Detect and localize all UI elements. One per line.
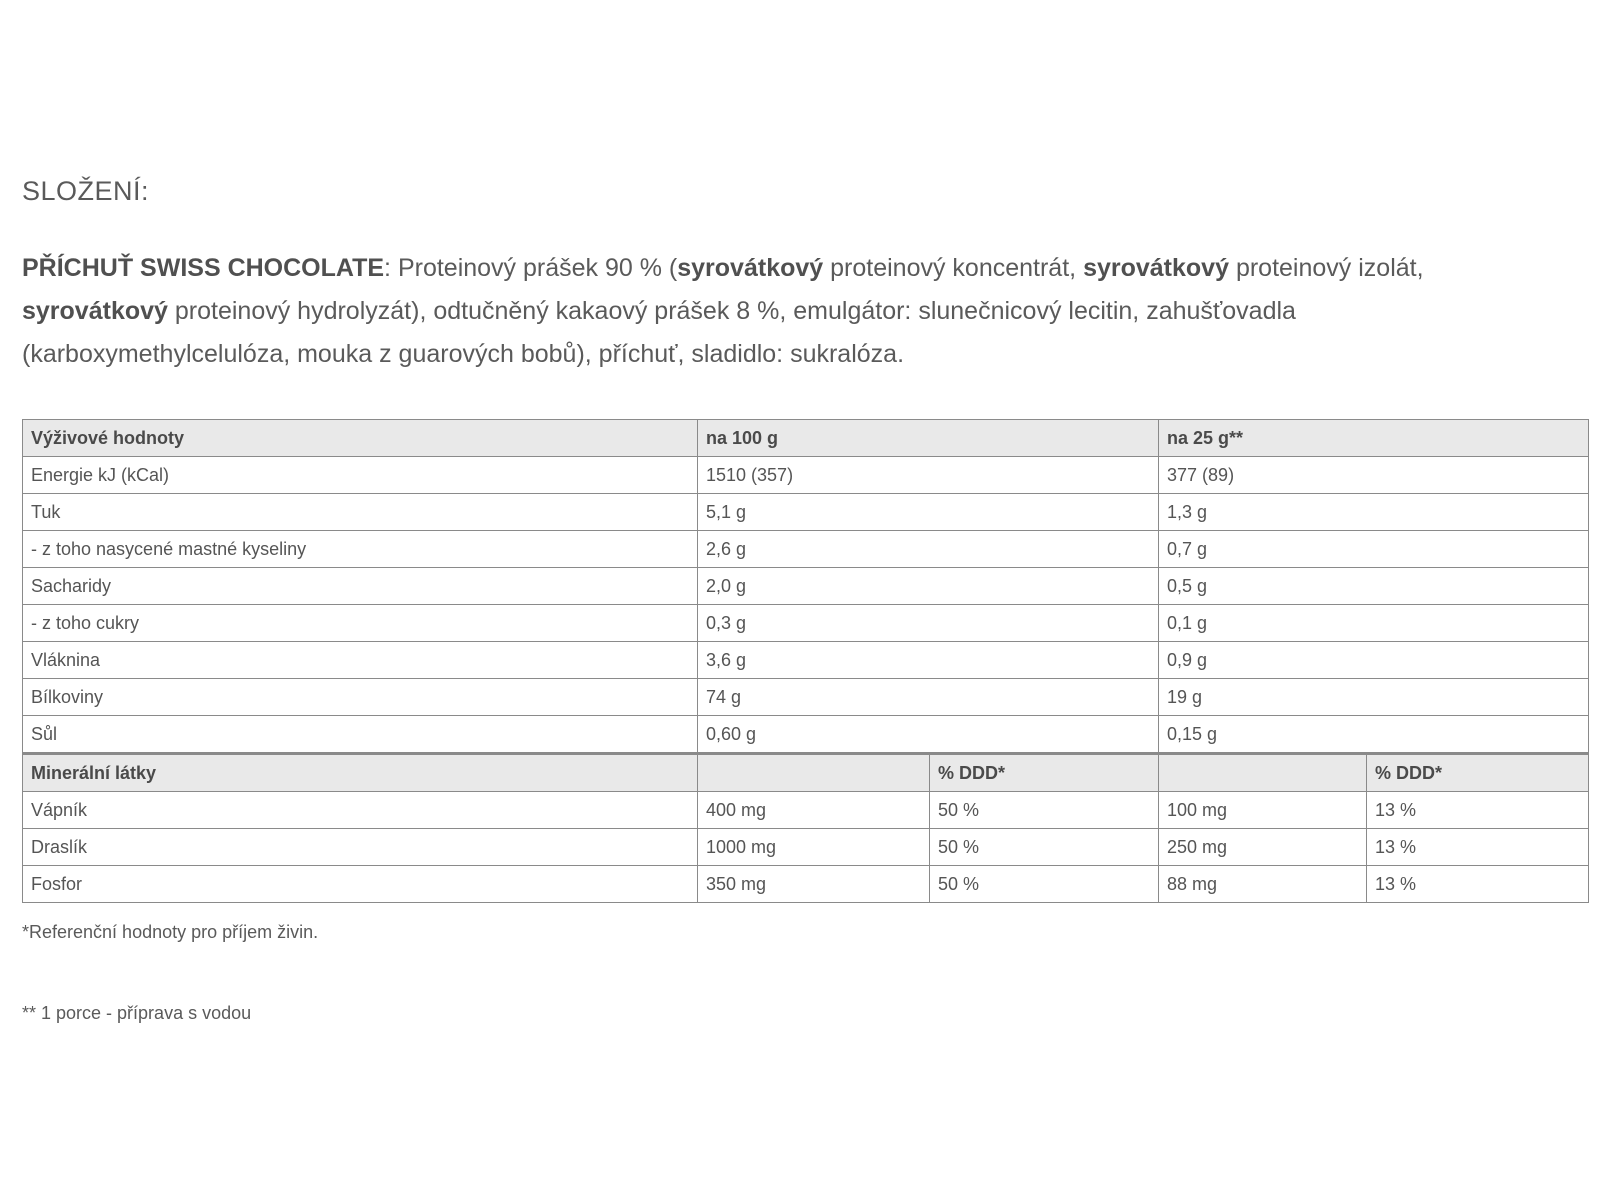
ingredients-part: : Proteinový prášek 90 % ( bbox=[384, 254, 678, 282]
value-per-25g-cell: 0,5 g bbox=[1159, 568, 1589, 605]
value-per-100g-cell: 0,3 g bbox=[698, 605, 1159, 642]
header-cell: % DDD* bbox=[930, 754, 1159, 792]
table-row bbox=[23, 457, 1589, 494]
value-per-100g-cell: 350 mg bbox=[698, 866, 930, 903]
table-row bbox=[23, 605, 1589, 642]
nutrient-name-cell: Energie kJ (kCal) bbox=[23, 457, 698, 494]
nutrient-name-cell: Vláknina bbox=[23, 642, 698, 679]
table-row bbox=[23, 494, 1589, 531]
value-per-100g-cell: 1510 (357) bbox=[698, 457, 1159, 494]
ddd-25g-cell: 13 % bbox=[1367, 792, 1589, 829]
value-per-100g-cell: 2,6 g bbox=[698, 531, 1159, 568]
value-per-25g-cell: 377 (89) bbox=[1159, 457, 1589, 494]
nutrition-table-body bbox=[23, 420, 1589, 903]
value-per-25g-cell: 250 mg bbox=[1159, 829, 1367, 866]
table-row bbox=[23, 531, 1589, 568]
mineral-name-cell: Vápník bbox=[23, 792, 698, 829]
ddd-25g-cell: 13 % bbox=[1367, 829, 1589, 866]
value-per-25g-cell: 1,3 g bbox=[1159, 494, 1589, 531]
nutrient-name-cell: - z toho nasycené mastné kyseliny bbox=[23, 531, 698, 568]
nutrient-name-cell: Sacharidy bbox=[23, 568, 698, 605]
table-row bbox=[23, 679, 1589, 716]
mineral-name-cell: Draslík bbox=[23, 829, 698, 866]
ingredients-part: proteinový hydrolyzát), odtučněný kakaový prášek 8 %, emulgátor: slunečnicový lecitin, zahušťovadla (karboxymethylcelulóza, mouka z guarových bobů), příchuť, sladidlo: sukralóza. bbox=[22, 297, 1296, 368]
table-row bbox=[23, 829, 1589, 866]
ingredients-part: proteinový koncentrát, bbox=[823, 254, 1084, 282]
whey-bold: syrovátkový bbox=[1083, 254, 1229, 282]
table-row bbox=[23, 866, 1589, 903]
value-per-25g-cell: 19 g bbox=[1159, 679, 1589, 716]
value-per-25g-cell: 0,7 g bbox=[1159, 531, 1589, 568]
header-cell bbox=[1159, 754, 1367, 792]
table-row bbox=[23, 716, 1589, 754]
ddd-100g-cell: 50 % bbox=[930, 829, 1159, 866]
ingredients-text bbox=[22, 247, 1562, 376]
nutrition-header-row bbox=[23, 420, 1589, 457]
nutrition-table bbox=[22, 419, 1589, 903]
value-per-25g-cell: 0,9 g bbox=[1159, 642, 1589, 679]
value-per-100g-cell: 5,1 g bbox=[698, 494, 1159, 531]
flavor-name: PŘÍCHUŤ SWISS CHOCOLATE bbox=[22, 254, 385, 282]
ddd-100g-cell: 50 % bbox=[930, 792, 1159, 829]
value-per-100g-cell: 400 mg bbox=[698, 792, 930, 829]
footnote-reference: *Referenční hodnoty pro příjem živin. bbox=[22, 922, 319, 942]
value-per-25g-cell: 100 mg bbox=[1159, 792, 1367, 829]
header-cell: na 100 g bbox=[698, 420, 1159, 457]
value-per-25g-cell: 88 mg bbox=[1159, 866, 1367, 903]
header-cell: Výživové hodnoty bbox=[23, 420, 698, 457]
header-cell: na 25 g** bbox=[1159, 420, 1589, 457]
nutrient-name-cell: Sůl bbox=[23, 716, 698, 754]
footnote-portion: ** 1 porce - příprava s vodou bbox=[22, 1003, 252, 1023]
minerals-header-row bbox=[23, 754, 1589, 792]
table-row bbox=[23, 792, 1589, 829]
value-per-100g-cell: 3,6 g bbox=[698, 642, 1159, 679]
value-per-100g-cell: 74 g bbox=[698, 679, 1159, 716]
nutrient-name-cell: Bílkoviny bbox=[23, 679, 698, 716]
header-cell: % DDD* bbox=[1367, 754, 1589, 792]
section-heading: SLOŽENÍ: bbox=[22, 176, 150, 206]
mineral-name-cell: Fosfor bbox=[23, 866, 698, 903]
value-per-100g-cell: 0,60 g bbox=[698, 716, 1159, 754]
value-per-100g-cell: 1000 mg bbox=[698, 829, 930, 866]
ddd-100g-cell: 50 % bbox=[930, 866, 1159, 903]
value-per-25g-cell: 0,15 g bbox=[1159, 716, 1589, 754]
table-row bbox=[23, 642, 1589, 679]
header-cell bbox=[698, 754, 930, 792]
whey-bold: syrovátkový bbox=[677, 254, 824, 282]
value-per-25g-cell: 0,1 g bbox=[1159, 605, 1589, 642]
table-row bbox=[23, 568, 1589, 605]
header-cell: Minerální látky bbox=[23, 754, 698, 792]
whey-bold: syrovátkový bbox=[22, 297, 168, 325]
nutrient-name-cell: - z toho cukry bbox=[23, 605, 698, 642]
nutrient-name-cell: Tuk bbox=[23, 494, 698, 531]
value-per-100g-cell: 2,0 g bbox=[698, 568, 1159, 605]
ingredients-part: proteinový izolát, bbox=[1229, 254, 1424, 282]
ddd-25g-cell: 13 % bbox=[1367, 866, 1589, 903]
